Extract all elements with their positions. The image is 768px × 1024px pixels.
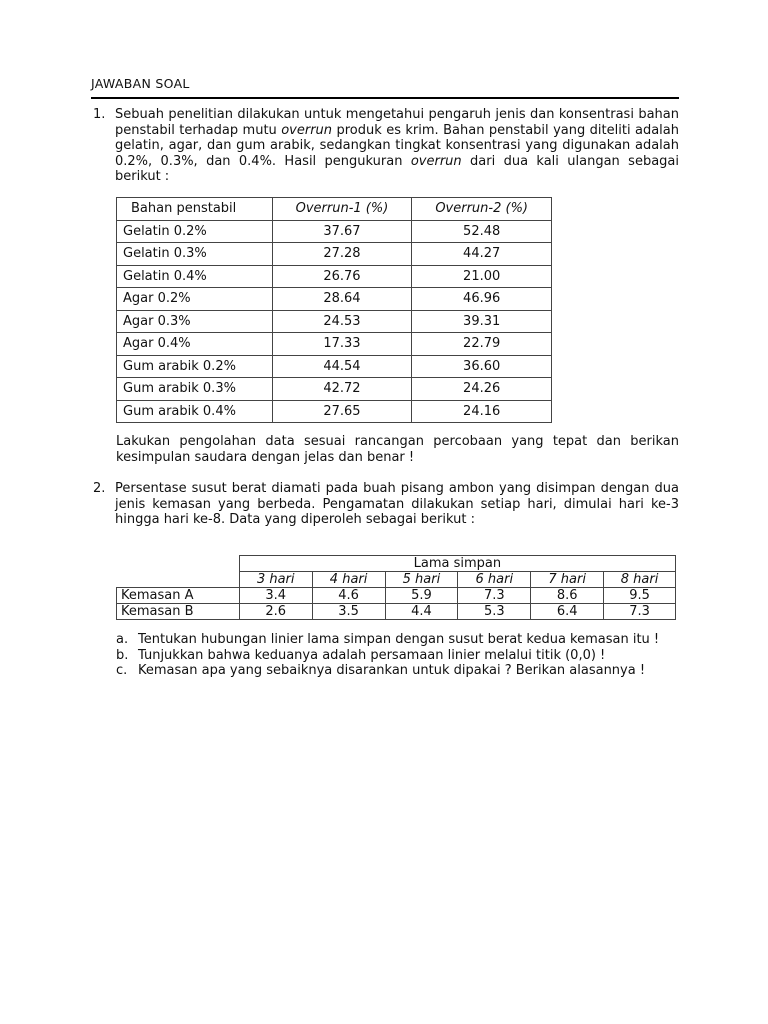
table-row <box>117 400 552 423</box>
row-label: Gum arabik 0.4% <box>117 400 273 423</box>
table-row <box>117 220 552 243</box>
list-item-label: a. <box>116 632 129 647</box>
table-cell: 27.28 <box>272 243 412 266</box>
column-header: Overrun-1 (%) <box>272 198 412 221</box>
column-header: 6 hari <box>458 572 531 588</box>
column-header: 7 hari <box>531 572 604 588</box>
document-title: JAWABAN SOAL <box>91 76 190 91</box>
italic-term: overrun <box>281 122 333 138</box>
column-header: Bahan penstabil <box>117 198 273 221</box>
table-row <box>117 604 676 620</box>
question-2-text: Persentase susut berat diamati pada buah pisang ambon yang disimpan dengan dua jenis kemasan yang berbeda. Pengamatan dilakukan setiap hari, dimulai hari ke-3 hingga hari ke-8. Data yang diperoleh sebagai berikut : <box>115 481 679 527</box>
table-cell: 8.6 <box>531 588 604 604</box>
column-header: 8 hari <box>604 572 676 588</box>
column-header: 4 hari <box>312 572 385 588</box>
susut-berat-table <box>116 555 676 620</box>
table-cell: 24.26 <box>412 378 552 401</box>
table-cell: 4.4 <box>385 604 458 620</box>
table-group-header-row <box>117 556 676 572</box>
table-row <box>117 265 552 288</box>
row-label: Gelatin 0.2% <box>117 220 273 243</box>
table-cell: 24.16 <box>412 400 552 423</box>
question-text-part: dari dua kali ulangan sebagai berikut : <box>115 153 679 184</box>
table-cell: 6.4 <box>531 604 604 620</box>
table-cell: 21.00 <box>412 265 552 288</box>
table-cell: 36.60 <box>412 355 552 378</box>
row-label: Kemasan A <box>117 588 240 604</box>
list-item-label: b. <box>116 647 129 663</box>
table-header-row <box>117 198 552 221</box>
list-item-label: c. <box>116 663 128 678</box>
table-row <box>117 288 552 311</box>
row-label: Agar 0.4% <box>117 333 273 356</box>
table-cell: 27.65 <box>272 400 412 423</box>
column-header: Overrun-2 (%) <box>412 198 552 221</box>
table-cell: 37.67 <box>272 220 412 243</box>
row-label: Gelatin 0.3% <box>117 243 273 266</box>
question-text-part: produk es krim. Bahan penstabil yang diteliti adalah gelatin, agar, dan gum arabik, sedangkan tingkat konsentrasi yang digunakan adalah 0.2%, 0.3%, dan 0.4%. Hasil pengukuran <box>115 122 679 169</box>
table-row <box>117 310 552 333</box>
list-item <box>116 632 679 648</box>
table-cell: 39.31 <box>412 310 552 333</box>
table-cell: 3.5 <box>312 604 385 620</box>
table-cell: 2.6 <box>239 604 312 620</box>
row-label: Gelatin 0.4% <box>117 265 273 288</box>
table-cell: 3.4 <box>239 588 312 604</box>
list-item <box>116 648 679 664</box>
question-1 <box>93 107 679 185</box>
table-cell: 24.53 <box>272 310 412 333</box>
table-cell: 5.9 <box>385 588 458 604</box>
table-cell: 17.33 <box>272 333 412 356</box>
table-cell: 44.27 <box>412 243 552 266</box>
table-cell: 44.54 <box>272 355 412 378</box>
row-label: Agar 0.2% <box>117 288 273 311</box>
column-header: 5 hari <box>385 572 458 588</box>
group-header: Lama simpan <box>239 556 675 572</box>
list-item-text: Tunjukkan bahwa keduanya adalah persamaan linier melalui titik (0,0) ! <box>138 647 606 663</box>
table-row <box>117 333 552 356</box>
column-header: 3 hari <box>239 572 312 588</box>
italic-term: overrun <box>410 153 462 169</box>
title-divider <box>91 97 679 99</box>
empty-cell <box>117 556 240 572</box>
table-cell: 46.96 <box>412 288 552 311</box>
list-item-text: Tentukan hubungan linier lama simpan dengan susut berat kedua kemasan itu ! <box>138 632 660 647</box>
table-cell: 26.76 <box>272 265 412 288</box>
row-label: Kemasan B <box>117 604 240 620</box>
row-label: Gum arabik 0.3% <box>117 378 273 401</box>
table-cell: 4.6 <box>312 588 385 604</box>
table-cell: 9.5 <box>604 588 676 604</box>
question-number: 1. <box>93 107 106 122</box>
table-cell: 5.3 <box>458 604 531 620</box>
list-item <box>116 663 679 679</box>
question-2 <box>93 481 679 528</box>
table-cell: 7.3 <box>458 588 531 604</box>
list-item-text: Kemasan apa yang sebaiknya disarankan untuk dipakai ? Berikan alasannya ! <box>138 663 646 678</box>
question-1-instruction: Lakukan pengolahan data sesuai rancangan percobaan yang tepat dan berikan kesimpulan saudara dengan jelas dan benar ! <box>116 434 679 465</box>
question-text-part: Sebuah penelitian dilakukan untuk mengetahui pengaruh jenis dan konsentrasi bahan penstabil terhadap mutu <box>115 107 679 138</box>
question-number: 2. <box>93 481 106 496</box>
row-label: Gum arabik 0.2% <box>117 355 273 378</box>
table-row <box>117 243 552 266</box>
question-2-items <box>116 632 679 679</box>
table-cell: 28.64 <box>272 288 412 311</box>
table-cell: 42.72 <box>272 378 412 401</box>
table-row <box>117 355 552 378</box>
overrun-table <box>116 197 552 423</box>
table-row <box>117 378 552 401</box>
table-header-row <box>117 572 676 588</box>
row-label: Agar 0.3% <box>117 310 273 333</box>
empty-cell <box>117 572 240 588</box>
table-row <box>117 588 676 604</box>
table-cell: 22.79 <box>412 333 552 356</box>
table-cell: 52.48 <box>412 220 552 243</box>
question-1-text <box>115 107 679 185</box>
table-cell: 7.3 <box>604 604 676 620</box>
